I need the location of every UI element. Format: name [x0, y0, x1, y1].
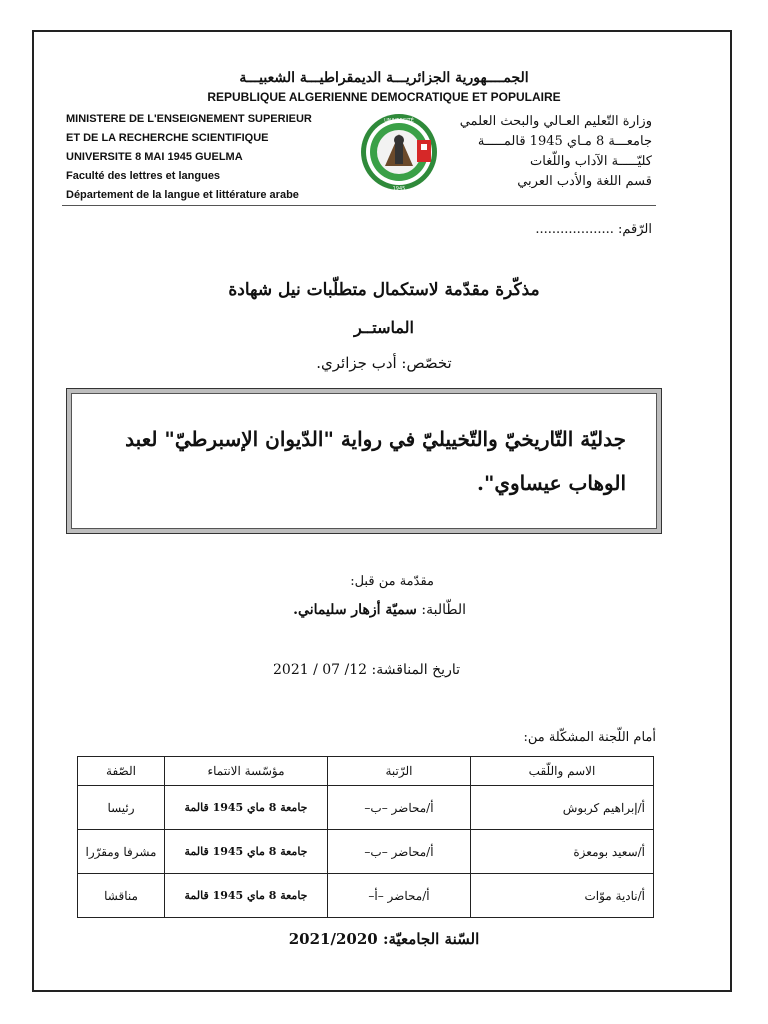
jury-table	[77, 756, 654, 918]
jury-rank: أ/محاضر –أ–	[328, 874, 471, 918]
republic-title-ar: الجمــــهورية الجزائريـــة الديمقراطيـــة الشعبيـــة	[239, 70, 529, 86]
defense-date: تاريخ المناقشة: 12/ 07 / 2021	[273, 662, 460, 678]
svg-text:1945: 1945	[392, 186, 406, 192]
column-header: مؤسّسة الانتماء	[165, 757, 328, 786]
thesis-title-inner	[71, 393, 657, 529]
table-row	[78, 874, 654, 918]
institution-line: جامعـــة 8 مـاي 1945 قالمـــــة	[477, 134, 652, 149]
student-label: الطّالبة:	[416, 602, 466, 618]
institution-block-ar	[460, 112, 652, 192]
jury-rank: أ/محاضر –ب–	[328, 830, 471, 874]
university-seal-icon	[355, 110, 443, 194]
academic-year: السّنة الجامعيّة: 2021/2020	[288, 930, 480, 948]
degree-name: الماستــر	[354, 318, 414, 337]
jury-role: رئيسا	[78, 786, 165, 830]
institution-line: Département de la langue et littérature arabe	[66, 189, 299, 201]
jury-label: أمام اللّجنة المشكّلة من:	[523, 730, 656, 745]
column-header: الرّتبة	[328, 757, 471, 786]
institution-line: وزارة التّعليم العـالي والبحث العلمي	[459, 114, 652, 129]
submitted-by-label: مقدّمة من قبل:	[350, 574, 434, 589]
student-name: سميّة أزهار سليماني.	[293, 602, 417, 618]
institution-line: MINISTERE DE L'ENSEIGNEMENT SUPERIEUR	[66, 113, 312, 125]
table-header-row	[78, 757, 654, 786]
memo-line-1: مذكّرة مقدّمة لاستكمال متطلّبات نيل شهادة	[228, 280, 540, 300]
table-row	[78, 830, 654, 874]
institution-block-fr	[66, 110, 312, 205]
jury-name: أ/نادية موّات	[471, 874, 654, 918]
column-header: الاسم واللّقب	[471, 757, 654, 786]
specialty: تخصّص: أدب جزائري.	[316, 354, 452, 372]
svg-text:UNIVERSITÉ: UNIVERSITÉ	[384, 118, 414, 124]
reference-number: الرّقم: ...................	[535, 222, 652, 237]
column-header: الصّفة	[78, 757, 165, 786]
jury-role: مشرفا ومقرّرا	[78, 830, 165, 874]
thesis-title: جدليّة التّاريخيّ والتّخييليّ في رواية "الدّيوان الإسبرطيّ" لعبد الوهاب عيساوي".	[125, 427, 626, 495]
jury-rank: أ/محاضر –ب–	[328, 786, 471, 830]
republic-title-fr: REPUBLIQUE ALGERIENNE DEMOCRATIQUE ET POPULAIRE	[207, 90, 561, 104]
student-line	[293, 602, 466, 618]
institution-line: ET DE LA RECHERCHE SCIENTIFIQUE	[66, 132, 269, 144]
header-divider	[62, 205, 656, 206]
jury-institution: جامعة 8 ماي 1945 قالمة	[165, 786, 328, 830]
institution-line: Faculté des lettres et langues	[66, 170, 221, 182]
table-row	[78, 786, 654, 830]
institution-line: UNIVERSITE 8 MAI 1945 GUELMA	[66, 151, 243, 163]
jury-institution: جامعة 8 ماي 1945 قالمة	[165, 830, 328, 874]
thesis-title-box	[66, 388, 662, 534]
jury-institution: جامعة 8 ماي 1945 قالمة	[165, 874, 328, 918]
jury-name: أ/سعيد بومعزة	[471, 830, 654, 874]
institution-line: كليّـــــة الآداب واللّغات	[530, 154, 652, 169]
jury-role: مناقشا	[78, 874, 165, 918]
jury-name: أ/إبراهيم كربوش	[471, 786, 654, 830]
institution-line: قسم اللغة والأدب العربي	[517, 174, 652, 189]
